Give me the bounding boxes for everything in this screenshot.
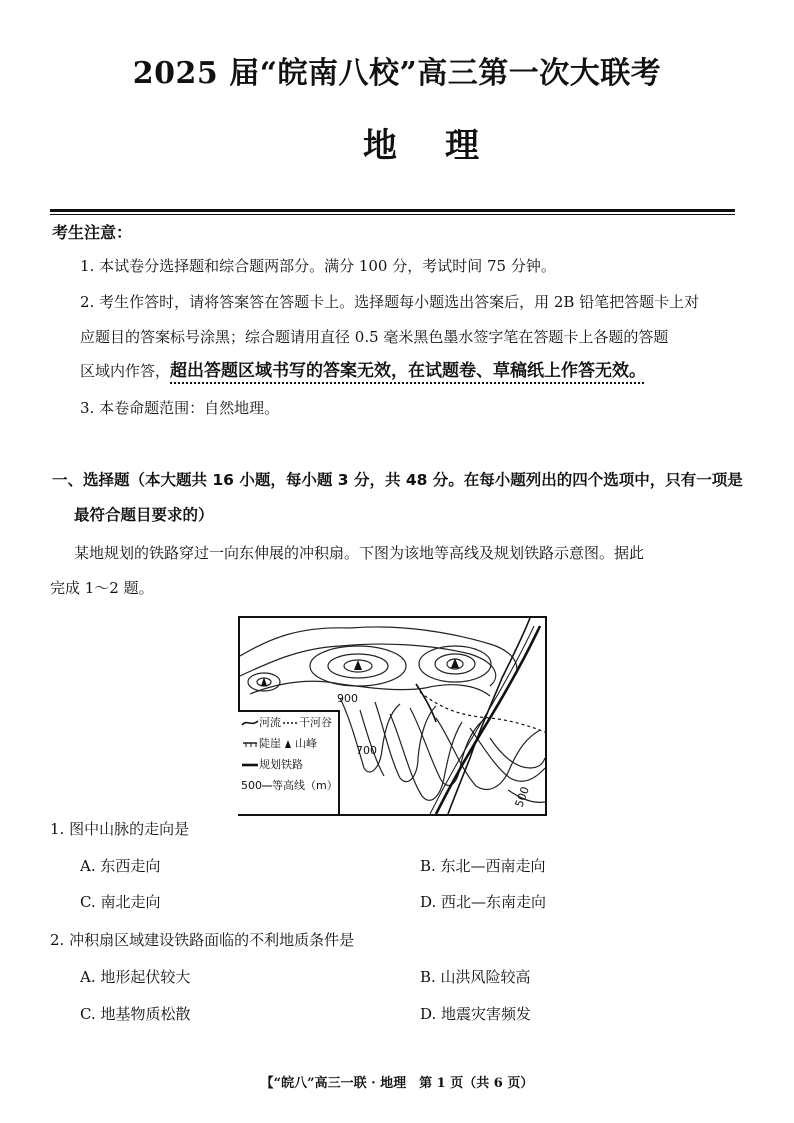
- question-2-option-b: B. 山洪风险较高: [420, 968, 531, 986]
- notice-item-2-line-2: 应题目的答案标号涂黑；综合题请用直径 0.5 毫米黑色墨水签字笔在答题卡上各题的答题: [80, 328, 669, 346]
- contour-line: [240, 627, 517, 674]
- question-1-option-b: B. 东北—西南走向: [420, 857, 546, 875]
- exam-title: 2025 届“皖南八校”高三第一次大联考: [132, 56, 662, 91]
- legend-dry-valley-label: 干河谷: [299, 716, 332, 729]
- question-1-stem: 1. 图中山脉的走向是: [50, 820, 190, 838]
- legend-river-label: 河流: [259, 716, 281, 729]
- page-footer: 【“皖八”高三一联 · 地理 第 1 页（共 6 页）: [260, 1076, 534, 1091]
- cliff: [416, 684, 436, 722]
- legend-contour-value: 500: [241, 779, 262, 792]
- river: [448, 618, 533, 814]
- dry-valley-symbol-icon: [281, 718, 299, 728]
- railway-symbol-icon: [241, 760, 259, 770]
- notice-item-2-line-3-start: 区域内作答，: [80, 362, 171, 380]
- contour-label-900: 900: [337, 692, 358, 705]
- contour-label-700: 700: [356, 744, 377, 757]
- question-1-option-d: D. 西北—东南走向: [420, 893, 547, 911]
- legend-peak-label: 山峰: [295, 737, 317, 750]
- peak-symbol-icon: [281, 739, 295, 749]
- notice-item-2-line-3: [80, 361, 646, 381]
- notice-heading: 考生注意：: [52, 223, 133, 242]
- notice-emphasis: 超出答题区域书写的答案无效，在试题卷、草稿纸上作答无效。: [170, 361, 647, 381]
- intro-line-2: 完成 1～2 题。: [50, 579, 154, 597]
- section-heading-line-2: 最符合题目要求的）: [74, 506, 214, 524]
- legend-row-cliff-peak: [238, 733, 338, 754]
- intro-line-1: 某地规划的铁路穿过一向东伸展的冲积扇。下图为该地等高线及规划铁路示意图。据此: [74, 544, 645, 562]
- legend-row-river-valley: [238, 712, 338, 733]
- contour-line: [375, 702, 436, 782]
- question-1-option-a: A. 东西走向: [80, 857, 161, 875]
- question-2-option-a: A. 地形起伏较大: [80, 968, 191, 986]
- map-legend: [238, 710, 340, 814]
- notice-item-2-line-1: 2. 考生作答时，请将答案答在答题卡上。选择题每小题选出答案后，用 2B 铅笔把答题卡上对: [80, 293, 700, 311]
- legend-cliff-label: 陡崖: [259, 737, 281, 750]
- cliff-symbol-icon: [241, 739, 259, 749]
- question-2-option-c: C. 地基物质松散: [80, 1005, 191, 1023]
- header-rule-thin: [50, 214, 735, 215]
- question-2-option-d: D. 地震灾害频发: [420, 1005, 532, 1023]
- contour-line: [340, 698, 400, 772]
- notice-item-1: 1. 本试卷分选择题和综合题两部分。满分 100 分，考试时间 75 分钟。: [80, 257, 556, 275]
- contour-label-500: 500: [512, 784, 533, 810]
- legend-railway-label: 规划铁路: [259, 758, 303, 771]
- legend-contour-label: 等高线（m）: [272, 779, 338, 792]
- subject-title: 地理: [363, 126, 527, 166]
- peak-marker: [354, 660, 362, 670]
- contour-line: [250, 681, 490, 696]
- question-2-stem: 2. 冲积扇区域建设铁路面临的不利地质条件是: [50, 931, 355, 949]
- contour-symbol-icon: [262, 781, 272, 791]
- legend-row-contour: [238, 775, 338, 796]
- notice-item-3: 3. 本卷命题范围：自然地理。: [80, 399, 280, 417]
- question-1-option-c: C. 南北走向: [80, 893, 161, 911]
- section-heading-line-1: 一、选择题（本大题共 16 小题，每小题 3 分，共 48 分。在每小题列出的四个选项中，只有一项是: [52, 471, 743, 489]
- header-rule-thick: [50, 209, 735, 212]
- river-symbol-icon: [241, 718, 259, 728]
- legend-row-railway: [238, 754, 338, 775]
